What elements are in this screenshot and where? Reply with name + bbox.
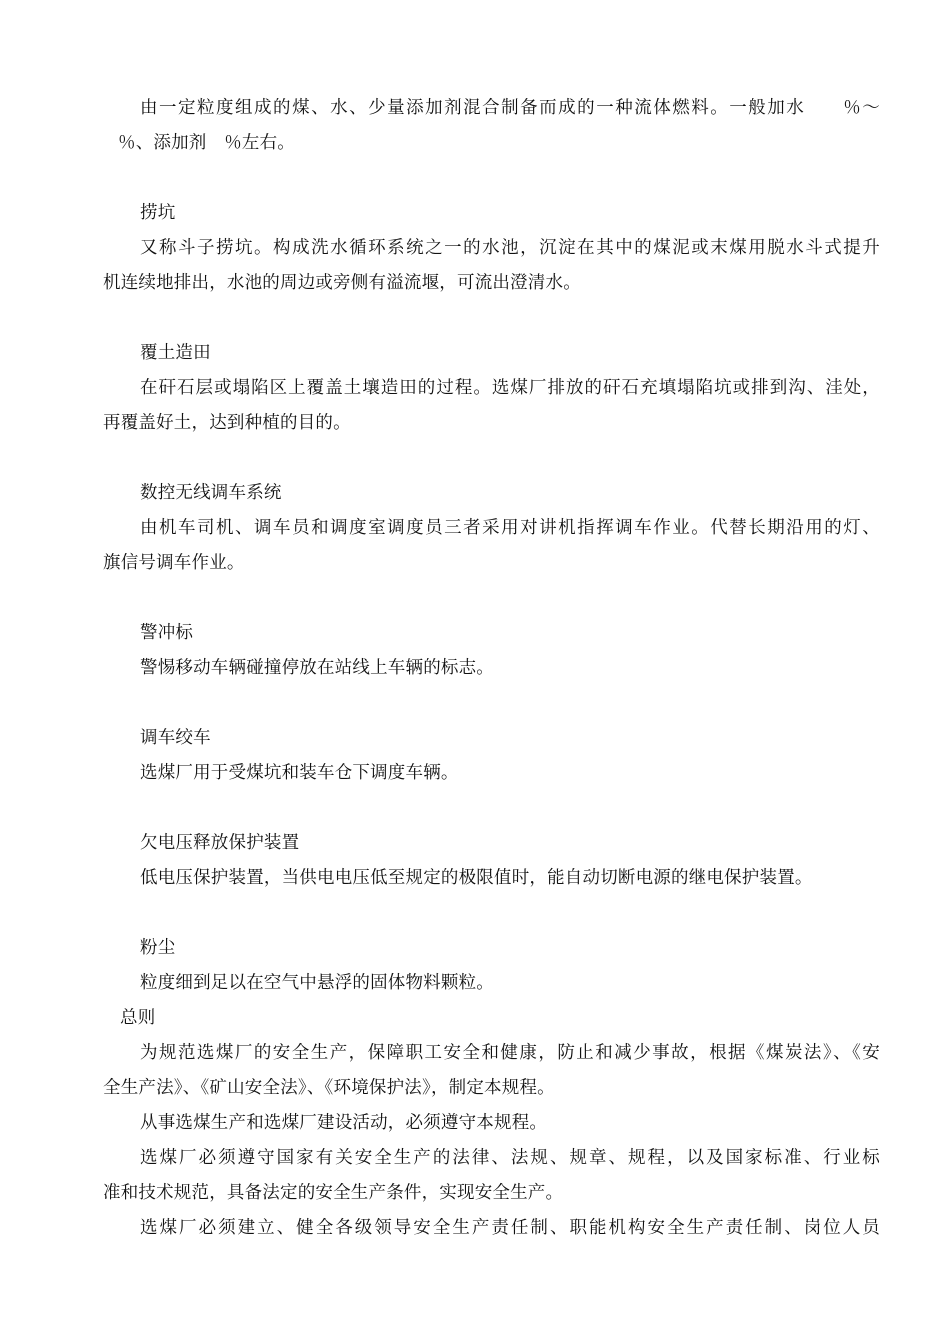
entry-body-line: 警惕移动车辆碰撞停放在站线上车辆的标志。 [140, 658, 494, 678]
entry-body-line: 由一定粒度组成的煤、水、少量添加剂混合制备而成的一种流体燃料。一般加水 ％～ [140, 98, 880, 118]
entry-body-line: 选煤厂用于受煤坑和装车仓下调度车辆。 [140, 763, 459, 783]
section-paragraph-line: 准和技术规范，具备法定的安全生产条件，实现安全生产。 [103, 1183, 564, 1203]
entry-body-line: 由机车司机、调车员和调度室调度员三者采用对讲机指挥调车作业。代替长期沿用的灯、 [140, 518, 880, 538]
entry-body-line: 机连续地排出，水池的周边或旁侧有溢流堰，可流出澄清水。 [103, 273, 581, 293]
section-paragraph-line: 从事选煤生产和选煤厂建设活动，必须遵守本规程。 [140, 1113, 548, 1133]
entry-term: 警冲标 [140, 623, 194, 643]
entry-body-line: ％、添加剂 ％左右。 [118, 133, 295, 153]
entry-body-line: 旗信号调车作业。 [103, 553, 245, 573]
entry-term: 粉尘 [140, 938, 176, 958]
entry-body-line: 低电压保护装置，当供电电压低至规定的极限值时，能自动切断电源的继电保护装置。 [140, 868, 813, 888]
entry-term: 调车绞车 [140, 728, 211, 748]
entry-body-line: 粒度细到足以在空气中悬浮的固体物料颗粒。 [140, 973, 494, 993]
entry-term: 捞坑 [140, 203, 176, 223]
section-heading: 总则 [120, 1008, 156, 1028]
section-paragraph-line: 选煤厂必须建立、健全各级领导安全生产责任制、职能机构安全生产责任制、岗位人员 [140, 1218, 880, 1238]
entry-term: 欠电压释放保护装置 [140, 833, 300, 853]
entry-body-line: 又称斗子捞坑。构成洗水循环系统之一的水池，沉淀在其中的煤泥或末煤用脱水斗式提升 [140, 238, 880, 258]
entry-body-line: 在矸石层或塌陷区上覆盖土壤造田的过程。选煤厂排放的矸石充填塌陷坑或排到沟、洼处， [140, 378, 880, 398]
section-paragraph-line: 选煤厂必须遵守国家有关安全生产的法律、法规、规章、规程，以及国家标准、行业标 [140, 1148, 880, 1168]
entry-body-line: 再覆盖好土，达到种植的目的。 [103, 413, 351, 433]
entry-term: 数控无线调车系统 [140, 483, 282, 503]
section-paragraph-line: 全生产法》、《矿山安全法》、《环境保护法》，制定本规程。 [103, 1078, 555, 1098]
entry-term: 覆土造田 [140, 343, 211, 363]
section-paragraph-line: 为规范选煤厂的安全生产，保障职工安全和健康，防止和减少事故，根据《煤炭法》、《安 [140, 1043, 880, 1063]
